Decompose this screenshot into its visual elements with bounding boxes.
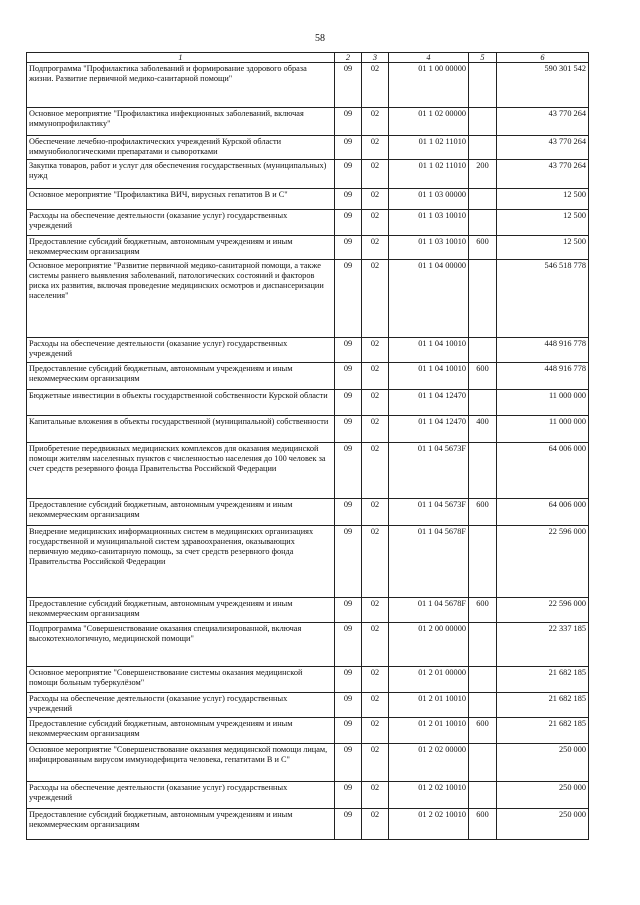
row-subsection-cell: 02 [362,160,389,189]
row-code-cell: 01 1 02 11010 [389,160,469,189]
row-section-cell: 09 [335,189,362,210]
row-section-cell: 09 [335,744,362,782]
row-amount-cell: 12 500 [497,236,589,260]
row-expense-type-cell [469,189,497,210]
column-header: 1 [27,53,335,63]
row-expense-type-cell [469,744,497,782]
row-code-cell: 01 1 04 5678F [389,598,469,623]
row-code-cell: 01 2 00 00000 [389,623,469,667]
row-code-cell: 01 1 04 00000 [389,260,469,338]
row-name-cell: Предоставление субсидий бюджетным, автономным учреждениям и иным некоммерческим организациям [27,598,335,623]
row-amount-cell: 250 000 [497,744,589,782]
table-row [27,526,589,598]
row-code-cell: 01 1 03 10010 [389,236,469,260]
row-subsection-cell: 02 [362,499,389,526]
row-code-cell: 01 2 01 00000 [389,667,469,693]
row-code-cell: 01 2 02 10010 [389,809,469,840]
row-name-cell: Основное мероприятие "Профилактика инфекционных заболеваний, включая иммунопрофилактику" [27,108,335,136]
row-amount-cell: 546 518 778 [497,260,589,338]
row-subsection-cell: 02 [362,136,389,160]
row-code-cell: 01 1 04 12470 [389,390,469,416]
row-expense-type-cell [469,623,497,667]
row-expense-type-cell: 600 [469,598,497,623]
row-section-cell: 09 [335,236,362,260]
row-expense-type-cell: 200 [469,160,497,189]
column-header: 3 [362,53,389,63]
row-expense-type-cell [469,667,497,693]
table-row [27,623,589,667]
row-subsection-cell: 02 [362,809,389,840]
row-expense-type-cell: 600 [469,809,497,840]
row-amount-cell: 21 682 185 [497,667,589,693]
table-row [27,667,589,693]
row-expense-type-cell [469,693,497,718]
row-amount-cell: 22 596 000 [497,526,589,598]
row-subsection-cell: 02 [362,693,389,718]
table-row [27,63,589,108]
row-section-cell: 09 [335,526,362,598]
table-row [27,809,589,840]
row-expense-type-cell [469,526,497,598]
row-name-cell: Предоставление субсидий бюджетным, автономным учреждениям и иным некоммерческим организациям [27,809,335,840]
table-row [27,108,589,136]
table-row [27,160,589,189]
row-code-cell: 01 1 04 12470 [389,416,469,443]
row-code-cell: 01 1 04 5678F [389,526,469,598]
table-row [27,718,589,744]
column-header: 5 [469,53,497,63]
row-expense-type-cell [469,63,497,108]
table-row [27,363,589,390]
row-expense-type-cell: 600 [469,363,497,390]
page-number: 58 [315,33,325,44]
row-section-cell: 09 [335,160,362,189]
row-expense-type-cell [469,443,497,499]
row-subsection-cell: 02 [362,108,389,136]
table-row [27,210,589,236]
row-code-cell: 01 2 01 10010 [389,718,469,744]
table-row [27,236,589,260]
row-amount-cell: 43 770 264 [497,136,589,160]
row-name-cell: Предоставление субсидий бюджетным, автономным учреждениям и иным некоммерческим организациям [27,236,335,260]
row-expense-type-cell [469,390,497,416]
row-amount-cell: 448 916 778 [497,338,589,363]
row-section-cell: 09 [335,260,362,338]
row-expense-type-cell: 600 [469,718,497,744]
row-expense-type-cell [469,210,497,236]
table-row [27,744,589,782]
row-expense-type-cell: 600 [469,236,497,260]
row-name-cell: Предоставление субсидий бюджетным, автономным учреждениям и иным некоммерческим организациям [27,499,335,526]
row-code-cell: 01 1 04 10010 [389,338,469,363]
row-name-cell: Обеспечение лечебно-профилактических учреждений Курской области иммунобиологическими препаратами и сыворотками [27,136,335,160]
row-amount-cell: 250 000 [497,809,589,840]
row-amount-cell: 590 301 542 [497,63,589,108]
row-subsection-cell: 02 [362,236,389,260]
table-row [27,390,589,416]
row-section-cell: 09 [335,623,362,667]
row-section-cell: 09 [335,363,362,390]
row-code-cell: 01 2 02 10010 [389,782,469,809]
row-amount-cell: 12 500 [497,189,589,210]
row-name-cell: Расходы на обеспечение деятельности (оказание услуг) государственных учреждений [27,693,335,718]
row-expense-type-cell [469,136,497,160]
row-subsection-cell: 02 [362,363,389,390]
row-subsection-cell: 02 [362,260,389,338]
row-subsection-cell: 02 [362,443,389,499]
row-name-cell: Основное мероприятие "Совершенствование оказания медицинской помощи лицам, инфицированным вирусом иммунодефицита человека, гепатитами В и С" [27,744,335,782]
table-row [27,136,589,160]
budget-table [26,52,589,840]
row-section-cell: 09 [335,63,362,108]
column-header: 2 [335,53,362,63]
row-name-cell: Расходы на обеспечение деятельности (оказание услуг) государственных учреждений [27,210,335,236]
row-expense-type-cell [469,338,497,363]
row-code-cell: 01 1 00 00000 [389,63,469,108]
row-subsection-cell: 02 [362,63,389,108]
row-section-cell: 09 [335,667,362,693]
table-row [27,443,589,499]
table-row [27,260,589,338]
table-row [27,598,589,623]
column-header: 4 [389,53,469,63]
row-section-cell: 09 [335,108,362,136]
row-subsection-cell: 02 [362,744,389,782]
row-expense-type-cell [469,108,497,136]
row-amount-cell: 11 000 000 [497,416,589,443]
row-amount-cell: 43 770 264 [497,108,589,136]
column-header: 6 [497,53,589,63]
row-code-cell: 01 1 02 11010 [389,136,469,160]
row-subsection-cell: 02 [362,526,389,598]
row-name-cell: Приобретение передвижных медицинских комплексов для оказания медицинской помощи жителям населенных пунктов с численностью населения до 100 человек за счет средств резервного фонда Правительства Российской Федерации [27,443,335,499]
row-subsection-cell: 02 [362,718,389,744]
row-subsection-cell: 02 [362,416,389,443]
row-name-cell: Капитальные вложения в объекты государственной (муниципальной) собственности [27,416,335,443]
table-row [27,693,589,718]
row-name-cell: Подпрограмма "Профилактика заболеваний и формирование здорового образа жизни. Развитие первичной медико-санитарной помощи" [27,63,335,108]
row-subsection-cell: 02 [362,598,389,623]
row-subsection-cell: 02 [362,338,389,363]
row-code-cell: 01 1 03 00000 [389,189,469,210]
row-section-cell: 09 [335,598,362,623]
row-section-cell: 09 [335,210,362,236]
row-section-cell: 09 [335,443,362,499]
row-name-cell: Закупка товаров, работ и услуг для обеспечения государственных (муниципальных) нужд [27,160,335,189]
table-row [27,782,589,809]
row-name-cell: Внедрение медицинских информационных систем в медицинских организациях государственной и муниципальной систем здравоохранения, оказывающих первичную медико-санитарную помощь, за счет средств резервного фонда Правительства Российской Федерации [27,526,335,598]
row-section-cell: 09 [335,136,362,160]
row-amount-cell: 12 500 [497,210,589,236]
row-code-cell: 01 1 03 10010 [389,210,469,236]
row-section-cell: 09 [335,718,362,744]
row-name-cell: Расходы на обеспечение деятельности (оказание услуг) государственных учреждений [27,338,335,363]
row-name-cell: Предоставление субсидий бюджетным, автономным учреждениям и иным некоммерческим организациям [27,718,335,744]
row-amount-cell: 64 006 000 [497,443,589,499]
row-name-cell: Основное мероприятие "Совершенствование системы оказания медицинской помощи больным туберкулёзом" [27,667,335,693]
row-amount-cell: 43 770 264 [497,160,589,189]
row-section-cell: 09 [335,809,362,840]
row-subsection-cell: 02 [362,667,389,693]
row-section-cell: 09 [335,499,362,526]
table-row [27,499,589,526]
row-name-cell: Основное мероприятие "Развитие первичной медико-санитарной помощи, а также системы раннего выявления заболеваний, патологических состояний и факторов риска их развития, включая проведение медицинских осмотров и диспансеризации населения" [27,260,335,338]
row-code-cell: 01 2 01 10010 [389,693,469,718]
row-subsection-cell: 02 [362,210,389,236]
table-row [27,416,589,443]
row-name-cell: Подпрограмма "Совершенствование оказания специализированной, включая высокотехнологичную, медицинской помощи" [27,623,335,667]
row-section-cell: 09 [335,693,362,718]
row-amount-cell: 22 596 000 [497,598,589,623]
row-expense-type-cell: 400 [469,416,497,443]
row-code-cell: 01 1 02 00000 [389,108,469,136]
row-amount-cell: 250 000 [497,782,589,809]
row-name-cell: Бюджетные инвестиции в объекты государственной собственности Курской области [27,390,335,416]
row-expense-type-cell [469,260,497,338]
row-amount-cell: 22 337 185 [497,623,589,667]
row-amount-cell: 21 682 185 [497,693,589,718]
row-subsection-cell: 02 [362,390,389,416]
row-expense-type-cell: 600 [469,499,497,526]
row-amount-cell: 11 000 000 [497,390,589,416]
row-code-cell: 01 1 04 10010 [389,363,469,390]
row-name-cell: Предоставление субсидий бюджетным, автономным учреждениям и иным некоммерческим организациям [27,363,335,390]
row-subsection-cell: 02 [362,189,389,210]
row-section-cell: 09 [335,338,362,363]
row-section-cell: 09 [335,416,362,443]
row-amount-cell: 448 916 778 [497,363,589,390]
table-row [27,189,589,210]
row-subsection-cell: 02 [362,782,389,809]
table-header-row [27,53,589,63]
row-code-cell: 01 1 04 5673F [389,443,469,499]
row-subsection-cell: 02 [362,623,389,667]
row-name-cell: Основное мероприятие "Профилактика ВИЧ, вирусных гепатитов В и С" [27,189,335,210]
row-name-cell: Расходы на обеспечение деятельности (оказание услуг) государственных учреждений [27,782,335,809]
row-amount-cell: 64 006 000 [497,499,589,526]
row-expense-type-cell [469,782,497,809]
row-code-cell: 01 1 04 5673F [389,499,469,526]
row-section-cell: 09 [335,390,362,416]
row-section-cell: 09 [335,782,362,809]
table-row [27,338,589,363]
row-amount-cell: 21 682 185 [497,718,589,744]
row-code-cell: 01 2 02 00000 [389,744,469,782]
